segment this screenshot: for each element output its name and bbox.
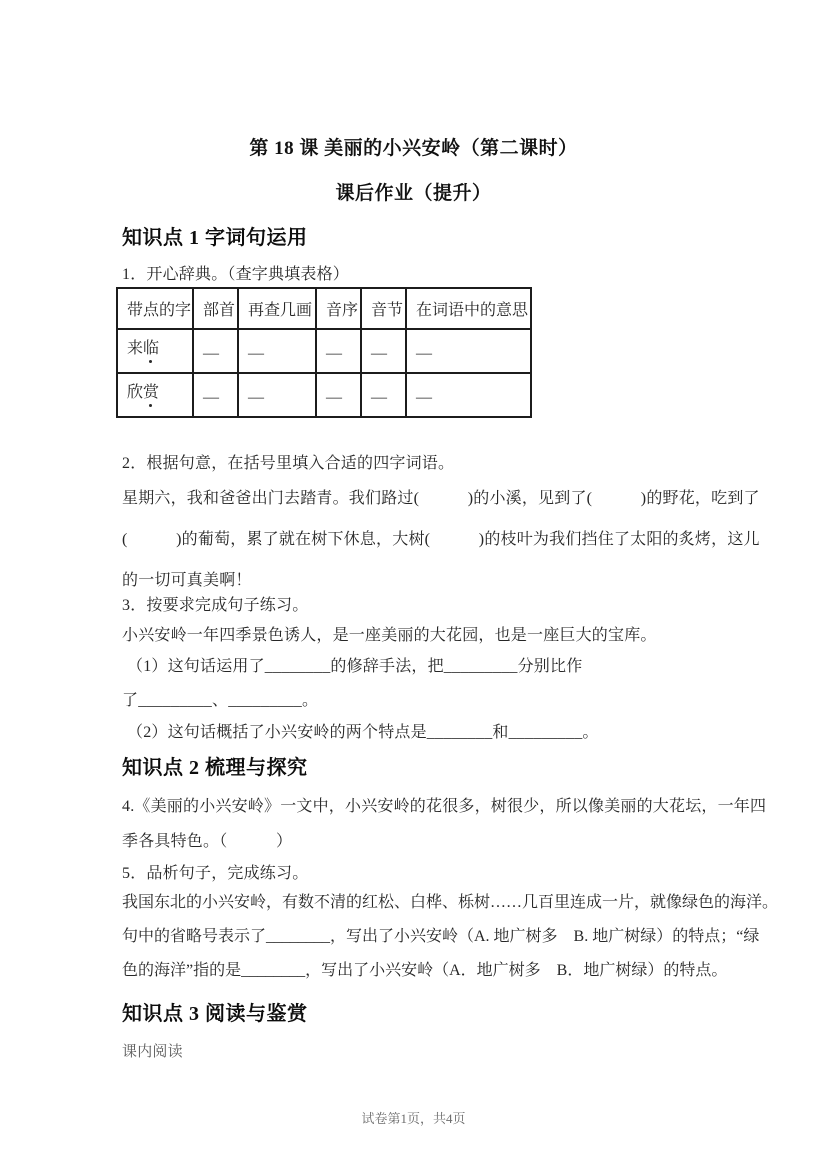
blank-cell: — — [238, 329, 316, 373]
question-4-line-2: 季各具特色。（ ） — [122, 833, 293, 850]
blank-cell: — — [406, 373, 531, 417]
question-3-sub1-line1: （1）这句话运用了________的修辞手法，把_________分别比作 — [127, 658, 583, 675]
page-title: 第 18 课 美丽的小兴安岭（第二课时） — [249, 138, 578, 159]
question-2-prompt: 2．根据句意，在括号里填入合适的四字词语。 — [122, 455, 455, 472]
col-header-dotted-char: 带点的字 — [117, 288, 193, 329]
question-3-sub1-line2: 了_________、_________。 — [122, 692, 319, 709]
question-5-line-3: 色的海洋”指的是________，写出了小兴安岭（A．地广树多 B．地广树绿）的特点。 — [122, 962, 728, 979]
col-header-syllable: 音节 — [361, 288, 406, 329]
question-2-line-2: ( )的葡萄，累了就在树下休息，大树( )的枝叶为我们挡住了太阳的炙烤，这儿 — [122, 531, 760, 548]
word-lailin — [117, 329, 193, 373]
section-heading-2: 知识点 2 梳理与探究 — [122, 757, 308, 779]
dictionary-table — [116, 287, 532, 418]
word-emphasized-char: 临 — [143, 335, 159, 358]
blank-cell: — — [361, 373, 406, 417]
question-3-prompt: 3．按要求完成句子练习。 — [122, 597, 309, 614]
table-row — [117, 373, 531, 417]
question-4-line-1: 4.《美丽的小兴安岭》一文中，小兴安岭的花很多，树很少，所以像美丽的大花坛，一年四 — [122, 798, 767, 815]
page-subtitle: 课后作业（提升） — [335, 183, 492, 204]
question-3-sentence: 小兴安岭一年四季景色诱人，是一座美丽的大花园，也是一座巨大的宝库。 — [122, 627, 657, 644]
question-2-line-3: 的一切可真美啊！ — [122, 572, 252, 589]
section-heading-3: 知识点 3 阅读与鉴赏 — [122, 1003, 308, 1025]
question-2-line-1: 星期六，我和爸爸出门去踏青。我们路过( )的小溪，见到了( )的野花，吃到了 — [122, 490, 760, 507]
col-header-meaning: 在词语中的意思 — [406, 288, 531, 329]
question-5-sentence: 我国东北的小兴安岭，有数不清的红松、白桦、栎树……几百里连成一片，就像绿色的海洋。 — [122, 894, 779, 911]
col-header-strokes: 再查几画 — [238, 288, 316, 329]
question-1-prompt: 1．开心辞典。（查字典填表格） — [122, 266, 350, 283]
reading-subsection-label: 课内阅读 — [122, 1044, 183, 1060]
blank-cell: — — [361, 329, 406, 373]
page-footer: 试卷第1页，共4页 — [361, 1111, 466, 1126]
blank-cell: — — [238, 373, 316, 417]
blank-cell: — — [193, 373, 238, 417]
question-5-line-2: 句中的省略号表示了________，写出了小兴安岭（A. 地广树多 B. 地广树绿）的特点；“绿 — [122, 928, 760, 945]
word-emphasized-char: 赏 — [143, 379, 159, 402]
question-3-sub2: （2）这句话概括了小兴安岭的两个特点是________和_________。 — [127, 724, 599, 741]
table-header-row — [117, 288, 531, 329]
table-row — [117, 329, 531, 373]
question-5-prompt: 5．品析句子，完成练习。 — [122, 865, 309, 882]
blank-cell: — — [193, 329, 238, 373]
col-header-phonetic-order: 音序 — [316, 288, 361, 329]
blank-cell: — — [406, 329, 531, 373]
blank-cell: — — [316, 329, 361, 373]
word-xinshang — [117, 373, 193, 417]
blank-cell: — — [316, 373, 361, 417]
section-heading-1: 知识点 1 字词句运用 — [122, 227, 308, 249]
word-plain-char: 来 — [127, 339, 144, 357]
word-plain-char: 欣 — [127, 383, 144, 401]
col-header-radical: 部首 — [193, 288, 238, 329]
